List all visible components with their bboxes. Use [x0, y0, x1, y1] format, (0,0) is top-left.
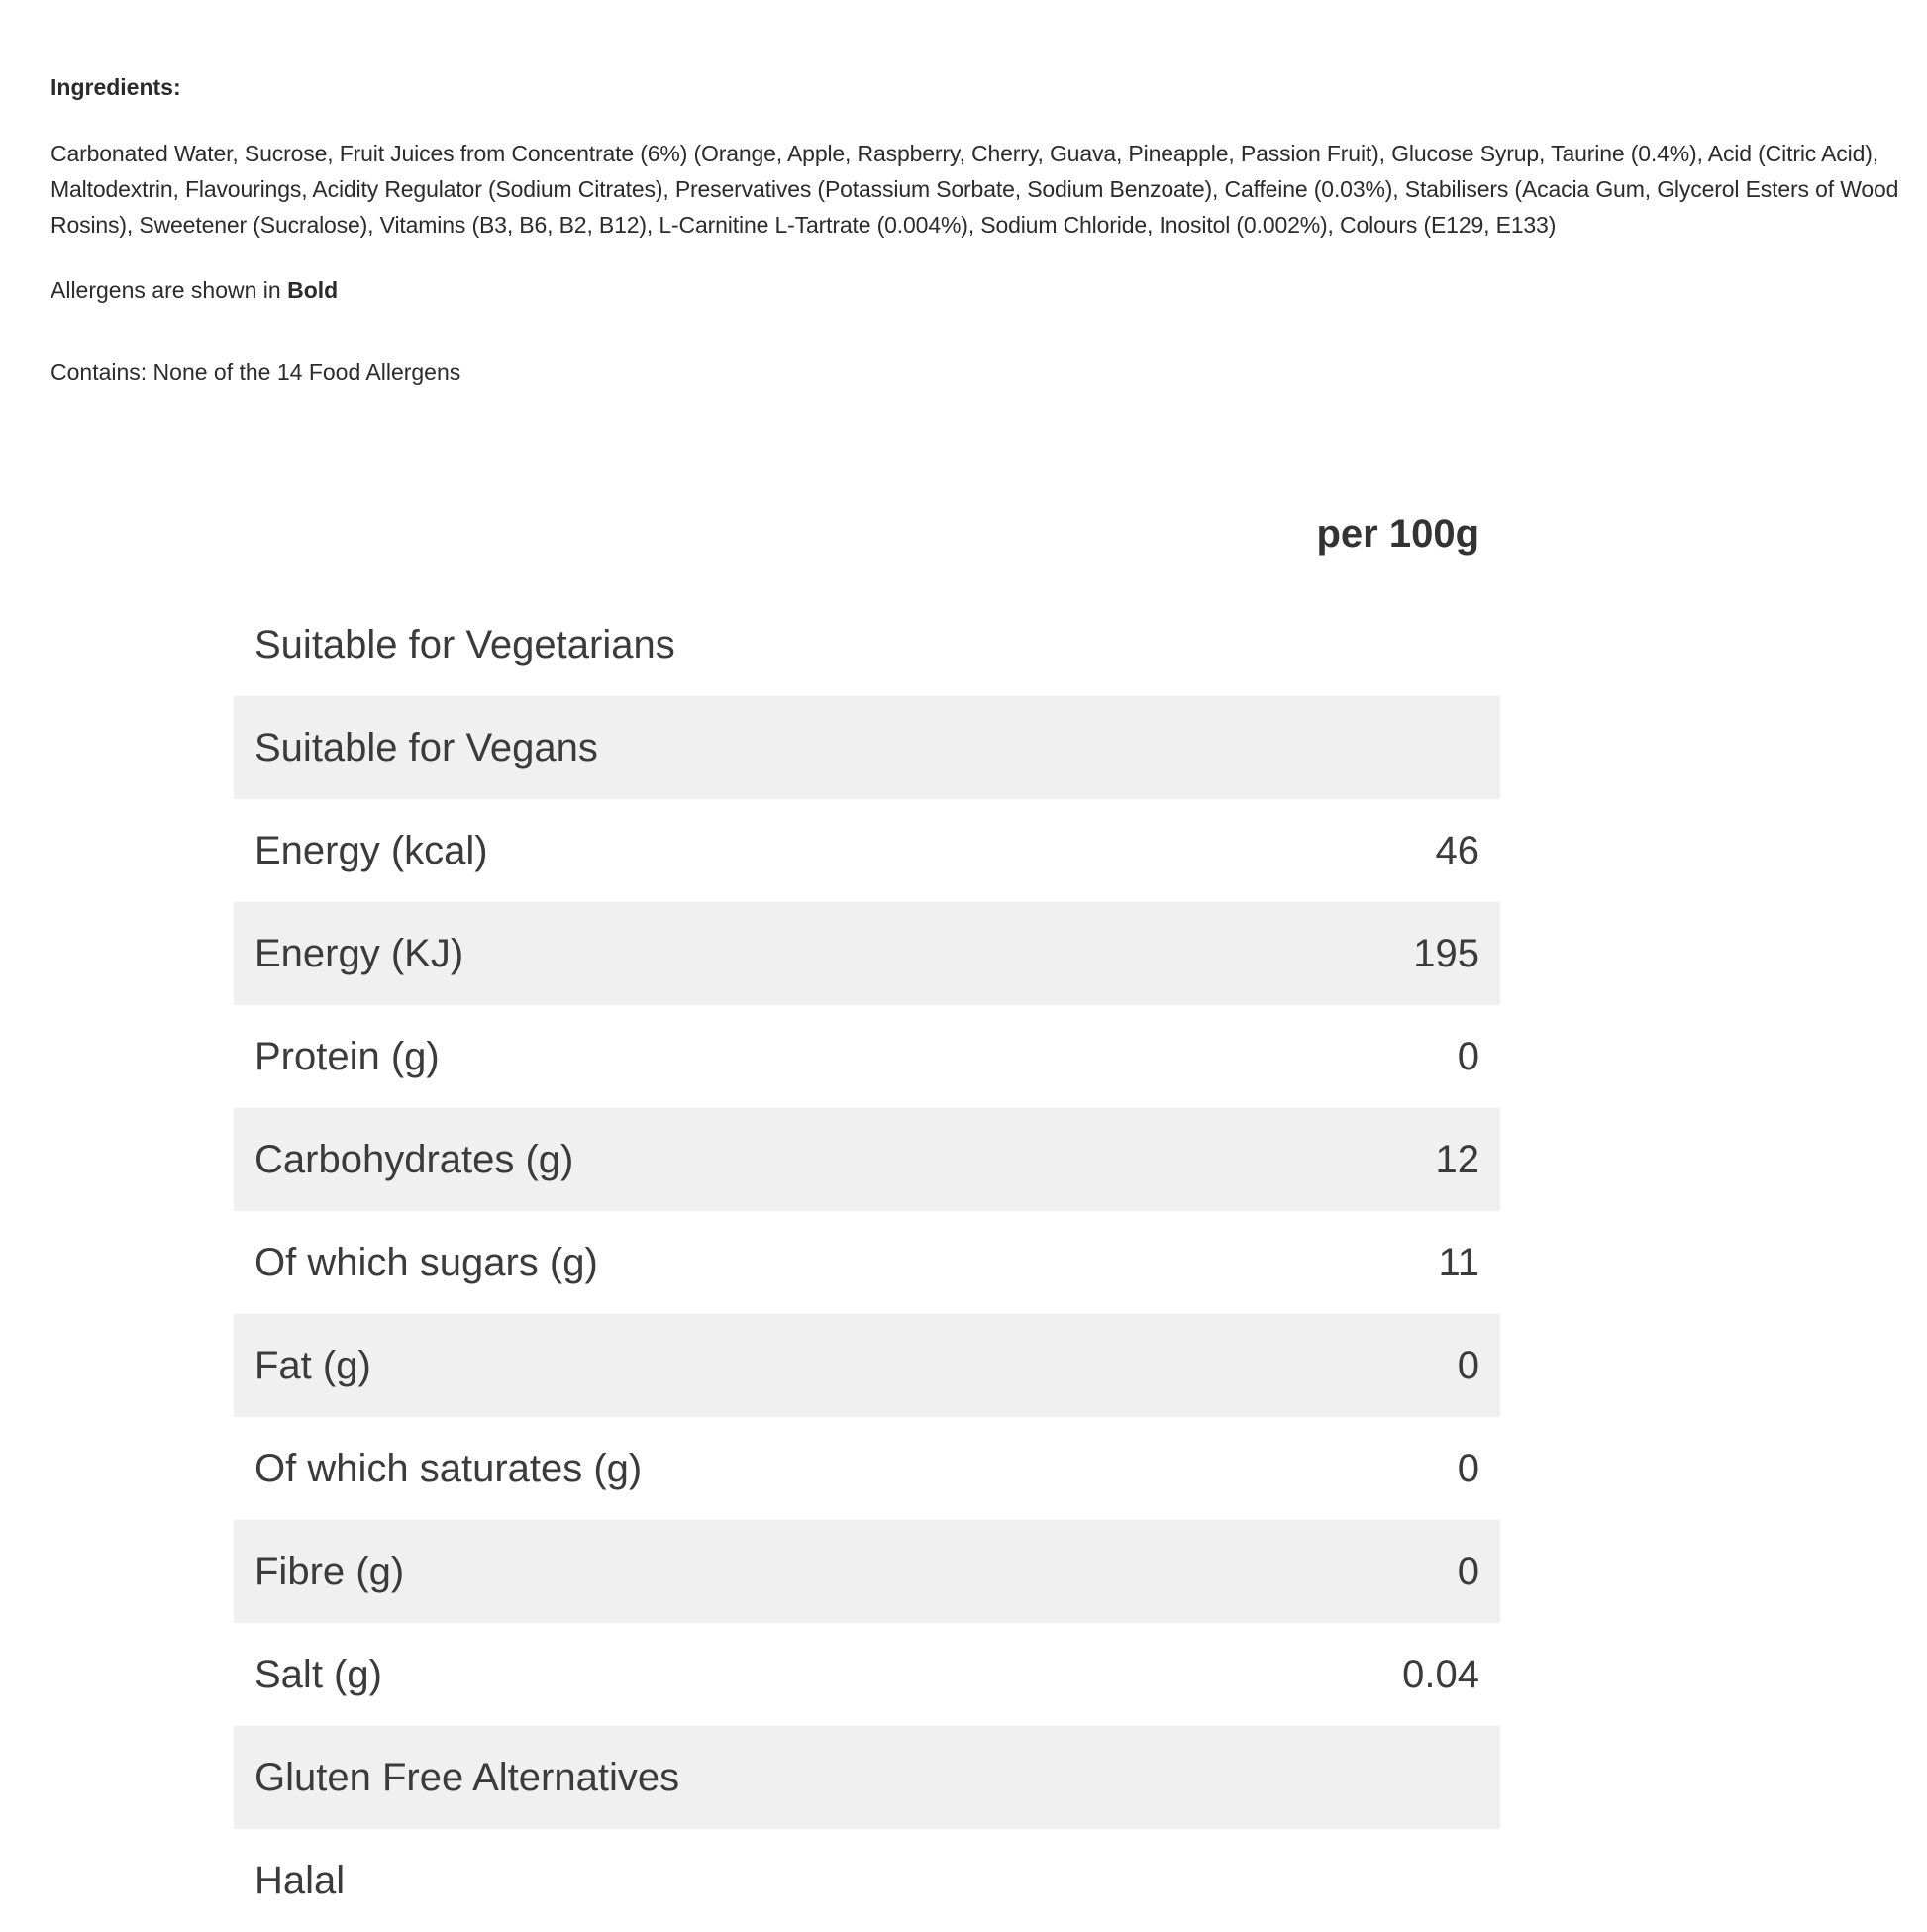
row-label: Halal	[254, 1858, 346, 1902]
row-label: Fibre (g)	[254, 1549, 405, 1593]
table-row	[234, 696, 1500, 799]
ingredients-text: Carbonated Water, Sucrose, Fruit Juices from Concentrate (6%) (Orange, Apple, Raspberry, Cherry, Guava, Pineapple, Passion Fruit), Glucose Syrup, Taurine (0.4%), Acid (Citric Acid), Maltodextrin, Flavourings, Acidity Regulator (Sodium Citrates), Preservatives (Potassium Sorbate, Sodium Benzoate), Caffeine (0.03%), Stabilisers (Acacia Gum, Glycerol Esters of Wood Rosins), Sweetener (Sucralose), Vitamins (B3, B6, B2, B12), L-Carnitine L-Tartrate (0.004%), Sodium Chloride, Inositol (0.002%), Colours (E129, E133)	[51, 141, 1899, 238]
allergen-note-bold: Bold	[287, 277, 339, 303]
row-label: Energy (KJ)	[254, 931, 464, 975]
row-value: 0	[1457, 1343, 1479, 1387]
ingredients-section	[51, 69, 1912, 390]
table-row	[234, 1211, 1500, 1314]
table-row	[234, 1829, 1500, 1932]
table-row	[234, 1314, 1500, 1417]
row-value: 195	[1413, 931, 1479, 975]
table-row	[234, 1726, 1500, 1829]
allergen-note-prefix: Allergens are shown in	[51, 277, 288, 303]
row-label: Of which saturates (g)	[254, 1446, 643, 1490]
row-label: Energy (kcal)	[254, 828, 488, 872]
table-row	[234, 1005, 1500, 1108]
row-value: 12	[1435, 1137, 1479, 1181]
row-value: 46	[1435, 828, 1479, 872]
nutrition-header	[234, 500, 1500, 593]
row-label: Suitable for Vegetarians	[254, 622, 675, 666]
table-row	[234, 1417, 1500, 1520]
row-label: Salt (g)	[254, 1652, 382, 1696]
allergen-note	[51, 272, 1912, 308]
nutrition-table	[234, 500, 1500, 1932]
table-row	[234, 902, 1500, 1005]
ingredients-heading: Ingredients:	[51, 74, 181, 100]
row-value: 11	[1438, 1240, 1479, 1284]
row-label: Of which sugars (g)	[254, 1240, 598, 1284]
table-row	[234, 1108, 1500, 1211]
row-value: 0	[1457, 1034, 1479, 1078]
allergens-contains: Contains: None of the 14 Food Allergens	[51, 359, 461, 385]
row-label: Gluten Free Alternatives	[254, 1755, 680, 1799]
table-row	[234, 1623, 1500, 1726]
row-value: 0	[1457, 1446, 1479, 1490]
table-row	[234, 593, 1500, 696]
row-value: 0.04	[1402, 1652, 1479, 1696]
table-row	[234, 1520, 1500, 1623]
row-value: 0	[1457, 1549, 1479, 1593]
row-label: Carbohydrates (g)	[254, 1137, 574, 1181]
table-row	[234, 799, 1500, 902]
row-label: Protein (g)	[254, 1034, 440, 1078]
row-label: Suitable for Vegans	[254, 725, 598, 769]
per-100g-header: per 100g	[1316, 512, 1479, 556]
row-label: Fat (g)	[254, 1343, 371, 1387]
